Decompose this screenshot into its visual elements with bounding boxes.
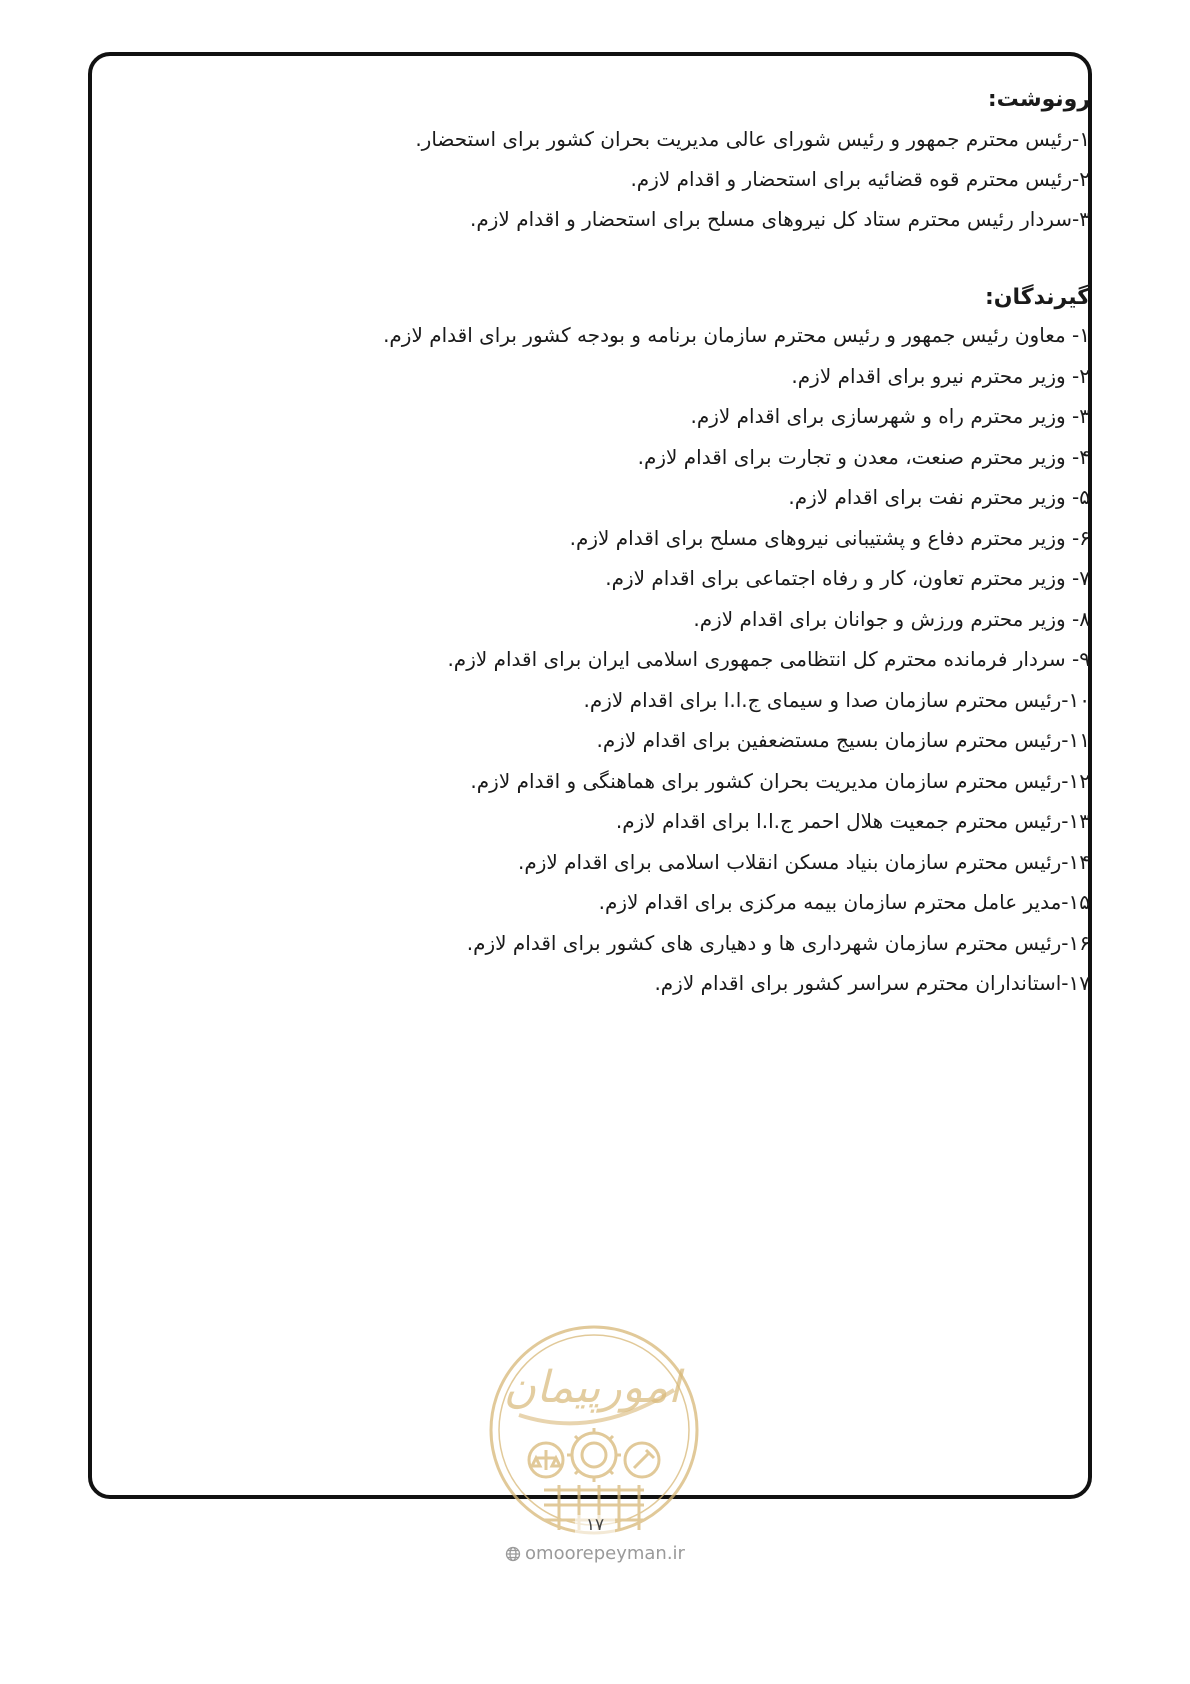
- recipient-item: ۳- وزیر محترم راه و شهرسازی برای اقدام لازم.: [690, 404, 1090, 428]
- recipient-item: ۱- معاون رئیس جمهور و رئیس محترم سازمان برنامه و بودجه کشور برای اقدام لازم.: [383, 323, 1090, 347]
- recipients-heading: گیرندگان:: [984, 285, 1090, 310]
- recipient-item: ۱۰-رئیس محترم سازمان صدا و سیمای ج.ا.ا برای اقدام لازم.: [583, 687, 1090, 712]
- recipient-item: ۱۶-رئیس محترم سازمان شهرداری ها و دهیاری های کشور برای اقدام لازم.: [466, 930, 1090, 955]
- page-number: ۱۷: [575, 1515, 615, 1535]
- copies-section: [415, 85, 1090, 239]
- globe-icon: [505, 1546, 521, 1562]
- recipient-item: ۹- سردار فرمانده محترم کل انتظامی جمهوری اسلامی ایران برای اقدام لازم.: [447, 647, 1090, 671]
- recipient-item: ۴- وزیر محترم صنعت، معدن و تجارت برای اقدام لازم.: [637, 444, 1090, 469]
- copies-item: ۲-رئیس محترم قوه قضائیه برای استحضار و اقدام لازم.: [630, 167, 1090, 191]
- copies-item: ۱-رئیس محترم جمهور و رئیس شورای عالی مدیریت بحران کشور برای استحضار.: [415, 127, 1090, 151]
- recipient-item: ۲- وزیر محترم نیرو برای اقدام لازم.: [791, 363, 1090, 388]
- recipient-item: ۷- وزیر محترم تعاون، کار و رفاه اجتماعی برای اقدام لازم.: [605, 566, 1090, 590]
- copies-item: ۳-سردار رئیس محترم ستاد کل نیروهای مسلح برای استحضار و اقدام لازم.: [470, 207, 1090, 231]
- recipient-item: ۸- وزیر محترم ورزش و جوانان برای اقدام لازم.: [693, 606, 1090, 631]
- watermark-logo-text: امورپیمان: [503, 1362, 681, 1413]
- website-footer: [490, 1543, 700, 1564]
- recipient-item: ۱۲-رئیس محترم سازمان مدیریت بحران کشور برای هماهنگی و اقدام لازم.: [470, 768, 1090, 793]
- recipient-item: ۱۵-مدیر عامل محترم سازمان بیمه مرکزی برای اقدام لازم.: [598, 890, 1090, 914]
- recipient-item: ۱۱-رئیس محترم سازمان بسیج مستضعفین برای اقدام لازم.: [596, 728, 1090, 752]
- recipient-item: ۱۳-رئیس محترم جمعیت هلال احمر ج.ا.ا برای اقدام لازم.: [615, 809, 1090, 833]
- recipient-item: ۶- وزیر محترم دفاع و پشتیبانی نیروهای مسلح برای اقدام لازم.: [569, 525, 1090, 550]
- website-url: omoorepeyman.ir: [525, 1543, 685, 1564]
- watermark-seal-logo: [484, 1320, 704, 1540]
- recipient-item: ۵- وزیر محترم نفت برای اقدام لازم.: [788, 485, 1090, 509]
- recipient-item: ۱۴-رئیس محترم سازمان بنیاد مسکن انقلاب اسلامی برای اقدام لازم.: [517, 849, 1090, 874]
- recipients-section: [383, 283, 1090, 1004]
- copies-heading: رونوشت:: [987, 87, 1090, 112]
- recipient-item: ۱۷-استانداران محترم سراسر کشور برای اقدام لازم.: [654, 971, 1090, 995]
